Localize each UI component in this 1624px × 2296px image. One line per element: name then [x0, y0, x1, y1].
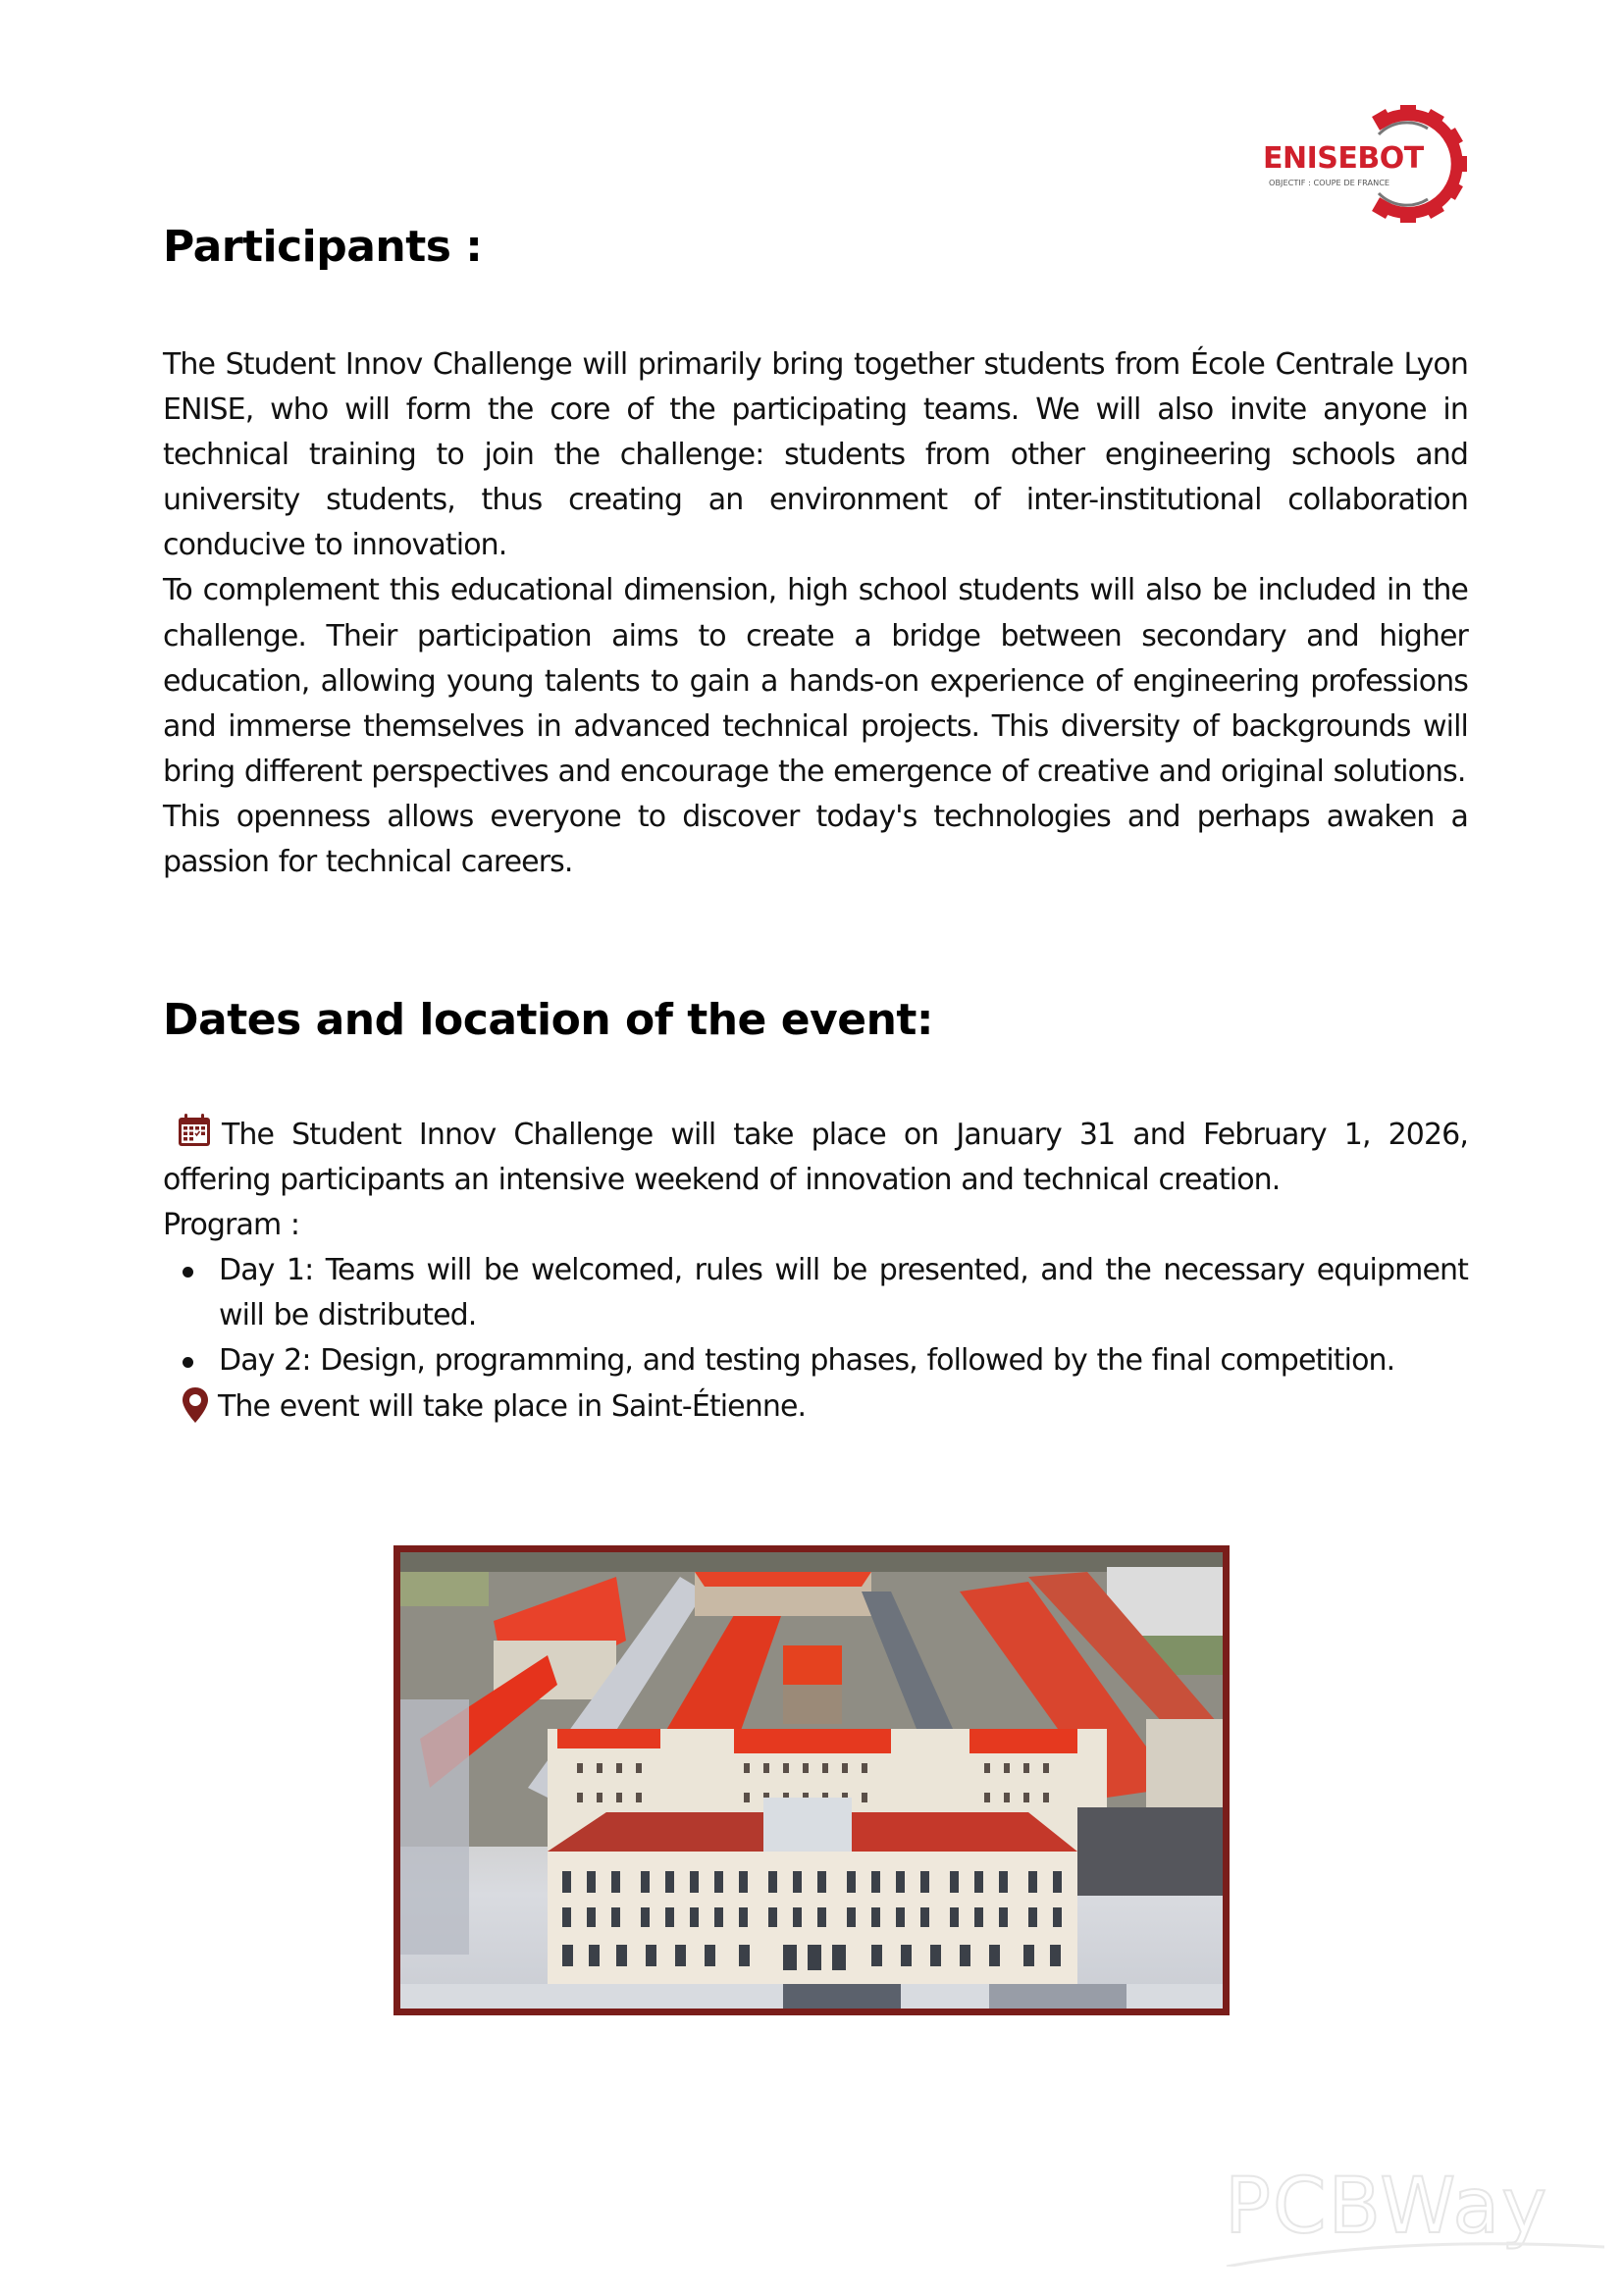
logo-brand: ENISEBOT [1263, 141, 1424, 176]
program-item-day-1: Day 1: Teams will be welcomed, rules will be presented, and the necessary equipment will be distributed. [219, 1248, 1468, 1338]
program-item-day-2: Day 2: Design, programming, and testing phases, followed by the final competition. [219, 1338, 1468, 1383]
participants-paragraph-1: The Student Innov Challenge will primarily bring together students from École Centrale Lyon ENISE, who will form the core of the participating teams. We will also invite anyone in technical training to join the challenge: students from other engineering schools and university students, thus creating an environment of inter-institutional collaboration conducive to innovation. [163, 347, 1468, 563]
gear-icon [1261, 101, 1477, 227]
location-line [163, 1384, 1468, 1430]
participants-paragraph-3: This openness allows everyone to discover today's technologies and perhaps awaken a passion for technical careers. [163, 799, 1468, 880]
dates-location-heading: Dates and location of the event: [163, 995, 934, 1045]
program-list [163, 1248, 1468, 1383]
campus-aerial-photo [400, 1552, 1223, 2009]
participants-paragraph-2: To complement this educational dimension, high school students will also be included in the challenge. Their participation aims to create a bridge between secondary and higher education, allowing young talents to gain a hands-on experience of engineering professions and immerse themselves in advanced technical projects. This diversity of backgrounds will bring different perspectives and encourage the emergence of creative and original solutions. [163, 573, 1468, 789]
campus-photo-frame [393, 1545, 1230, 2015]
program-label: Program : [163, 1208, 300, 1243]
pcbway-watermark [1217, 2149, 1609, 2267]
enisebot-logo [1261, 101, 1477, 227]
dates-location-body [163, 1113, 1468, 1430]
calendar-icon [177, 1113, 212, 1148]
map-pin-icon [181, 1386, 210, 1424]
logo-tagline: OBJECTIF : COUPE DE FRANCE [1269, 178, 1390, 187]
date-text: The Student Innov Challenge will take place on January 31 and February 1, 2026, offering participants an intensive weekend of innovation and technical creation. [163, 1118, 1468, 1198]
date-line [163, 1113, 1468, 1203]
participants-heading: Participants : [163, 222, 483, 272]
location-text: The event will take place in Saint-Étienne. [218, 1388, 807, 1424]
participants-body [163, 342, 1468, 885]
watermark-text: PCBWay [1225, 2163, 1549, 2251]
